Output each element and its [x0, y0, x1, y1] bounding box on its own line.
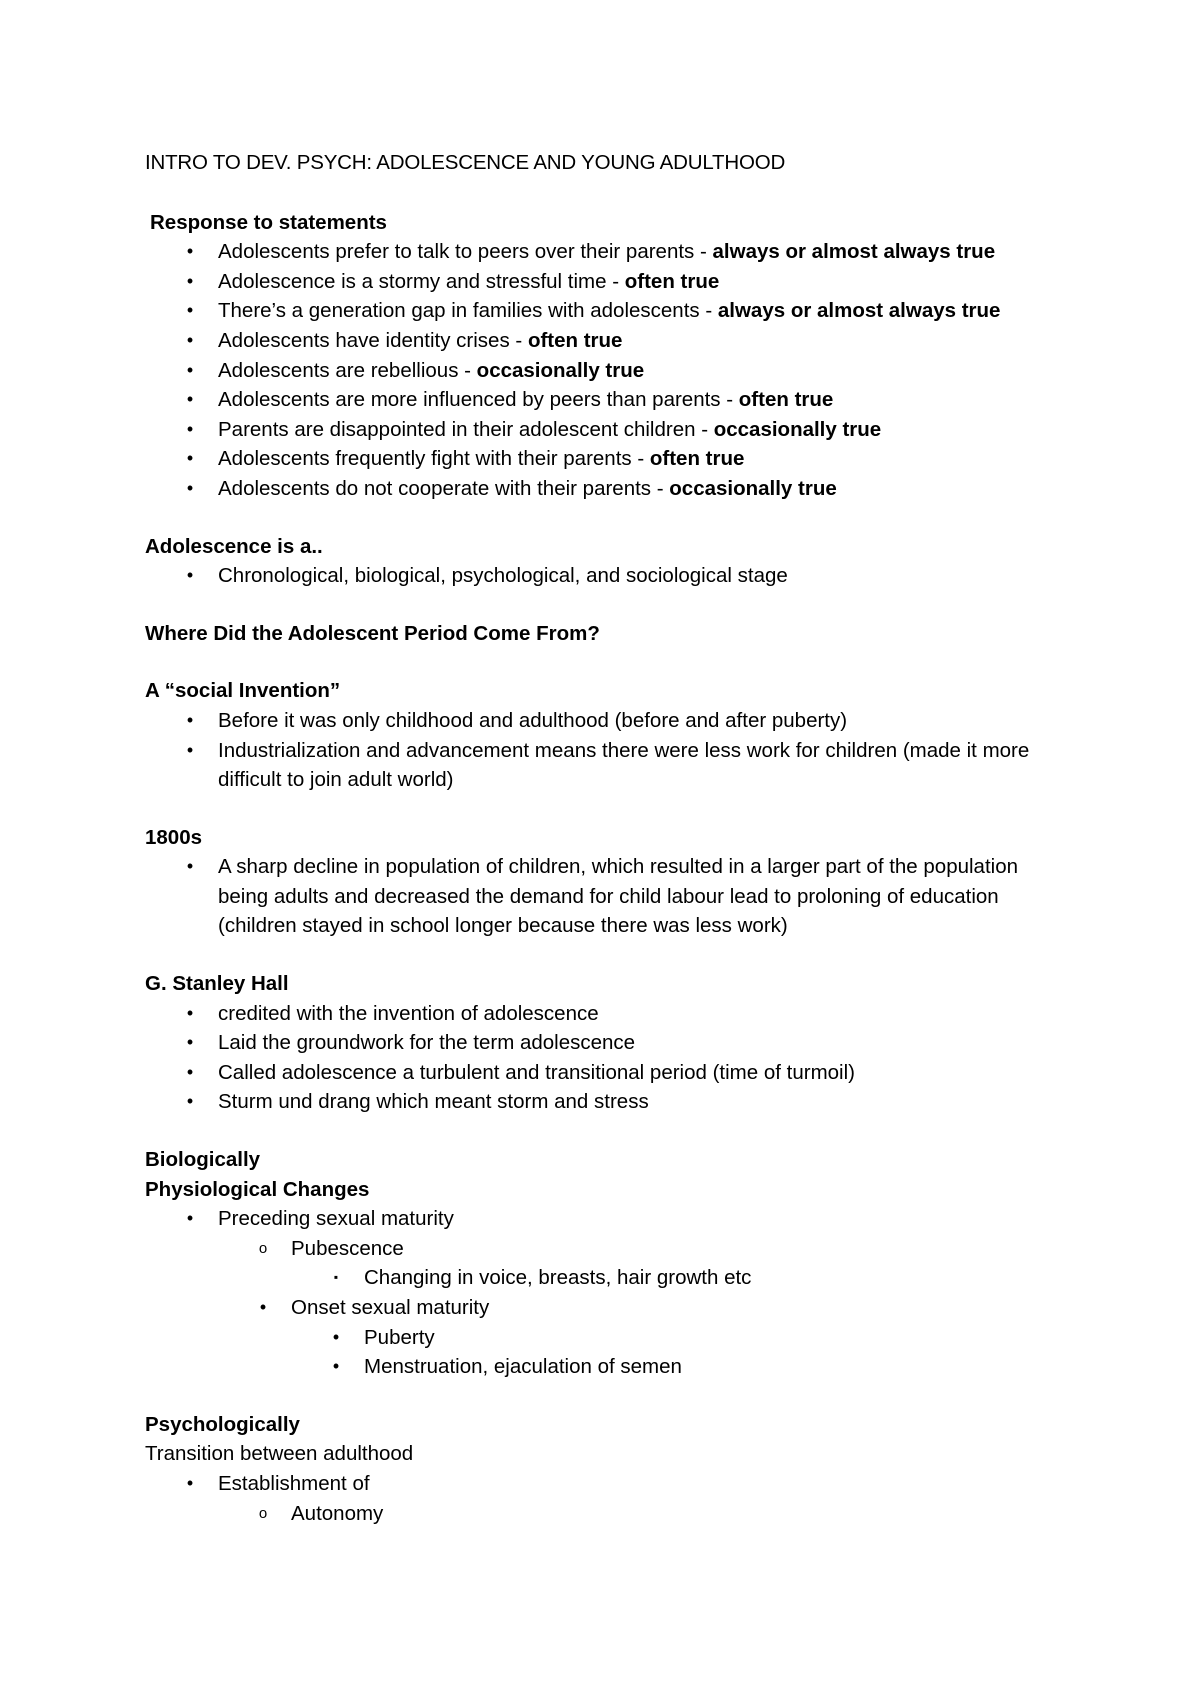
- list-item: • Menstruation, ejaculation of semen: [145, 1352, 1075, 1382]
- answer: always or almost always true: [712, 240, 996, 264]
- bullet-icon: •: [186, 1002, 194, 1023]
- list-item: • Before it was only childhood and adulthood (before and after puberty): [145, 706, 1075, 736]
- answer: often true: [649, 447, 745, 471]
- bullet-icon: •: [332, 1356, 340, 1377]
- bio-heading: Biologically: [145, 1148, 261, 1172]
- bio-list: [145, 1204, 1075, 1382]
- list-item: • Preceding sexual maturity: [145, 1204, 1075, 1234]
- list-item: • Adolescence is a stormy and stressful time - often true: [145, 267, 1075, 297]
- bullet-icon: •: [186, 329, 194, 350]
- physiological-heading: Physiological Changes: [145, 1177, 370, 1201]
- list-item: • Parents are disappointed in their adolescent children - occasionally true: [145, 415, 1075, 445]
- bullet-icon: •: [186, 270, 194, 291]
- bullet-icon: •: [332, 1326, 340, 1347]
- list-item: • A sharp decline in population of children, which resulted in a larger part of the population being adults and decreased the demand for child labour lead to proloning of education (children stayed in school longer because there was less work): [145, 852, 1058, 941]
- list-item: • Industrialization and advancement means there were less work for children (made it more difficult to join adult world): [145, 736, 1058, 795]
- answer: often true: [624, 269, 720, 293]
- where-heading: Where Did the Adolescent Period Come From?: [145, 621, 600, 645]
- bullet-icon: •: [186, 565, 194, 586]
- circle-bullet-icon: o: [258, 1504, 268, 1522]
- bullet-icon: •: [186, 1032, 194, 1053]
- bullet-icon: •: [186, 709, 194, 730]
- list-item: • Adolescents are more influenced by peers than parents - often true: [145, 385, 1075, 415]
- bullet-icon: •: [186, 739, 194, 760]
- list-item: • Adolescents do not cooperate with their parents - occasionally true: [145, 474, 1075, 504]
- list-item: o Pubescence: [145, 1234, 1075, 1264]
- answer: occasionally true: [476, 358, 645, 382]
- list-item: • Onset sexual maturity: [145, 1293, 1075, 1323]
- document-content: [145, 148, 1075, 1528]
- psych-heading: Psychologically: [145, 1412, 300, 1436]
- hall-heading: G. Stanley Hall: [145, 972, 289, 996]
- list-item: • Sturm und drang which meant storm and stress: [145, 1087, 1075, 1117]
- social-invention-list: [145, 706, 1075, 795]
- s1800-list: [145, 852, 1075, 941]
- response-heading: Response to statements: [150, 210, 387, 234]
- psych-subheading: Transition between adulthood: [145, 1442, 414, 1466]
- answer: often true: [527, 328, 623, 352]
- list-item: • credited with the invention of adolescence: [145, 999, 1075, 1029]
- bullet-icon: •: [186, 856, 194, 877]
- adolescence-list: [145, 561, 1075, 591]
- psych-list: [145, 1469, 1075, 1528]
- list-item: • Puberty: [145, 1323, 1075, 1353]
- social-invention-heading: A “social Invention”: [145, 679, 341, 703]
- bullet-icon: •: [259, 1297, 267, 1317]
- bullet-icon: •: [186, 1208, 194, 1229]
- s1800-heading: 1800s: [145, 825, 203, 849]
- answer: often true: [738, 388, 834, 412]
- square-bullet-icon: ▪: [333, 1270, 339, 1285]
- list-item: • Laid the groundwork for the term adolescence: [145, 1028, 1075, 1058]
- list-item: • Adolescents prefer to talk to peers over their parents - always or almost always true: [145, 237, 1075, 267]
- bullet-icon: •: [186, 359, 194, 380]
- bullet-icon: •: [186, 477, 194, 498]
- bullet-icon: •: [186, 418, 194, 439]
- bullet-icon: •: [186, 1472, 194, 1493]
- answer: occasionally true: [713, 417, 882, 441]
- hall-list: [145, 999, 1075, 1117]
- adolescence-heading: Adolescence is a..: [145, 534, 323, 558]
- bullet-icon: •: [186, 241, 194, 262]
- list-item: • Chronological, biological, psychological, and sociological stage: [145, 561, 1075, 591]
- bullet-icon: •: [186, 1061, 194, 1082]
- bullet-icon: •: [186, 1091, 194, 1112]
- list-item: • There’s a generation gap in families with adolescents - always or almost always true: [145, 296, 1075, 326]
- document-title: INTRO TO DEV. PSYCH: ADOLESCENCE AND YOUNG ADULTHOOD: [145, 151, 786, 174]
- bullet-icon: •: [186, 389, 194, 410]
- list-item: ▪ Changing in voice, breasts, hair growth etc: [145, 1263, 1075, 1293]
- bullet-icon: •: [186, 300, 194, 321]
- list-item: • Called adolescence a turbulent and transitional period (time of turmoil): [145, 1058, 1075, 1088]
- list-item: • Adolescents are rebellious - occasionally true: [145, 356, 1075, 386]
- bullet-icon: •: [186, 448, 194, 469]
- list-item: • Adolescents frequently fight with their parents - often true: [145, 444, 1075, 474]
- circle-bullet-icon: o: [258, 1239, 268, 1257]
- list-item: • Establishment of: [145, 1469, 1075, 1499]
- response-list: [145, 237, 1075, 503]
- answer: occasionally true: [669, 476, 837, 500]
- list-item: • Adolescents have identity crises - often true: [145, 326, 1075, 356]
- list-item: o Autonomy: [145, 1499, 1075, 1529]
- answer: always or almost always true: [717, 299, 1001, 323]
